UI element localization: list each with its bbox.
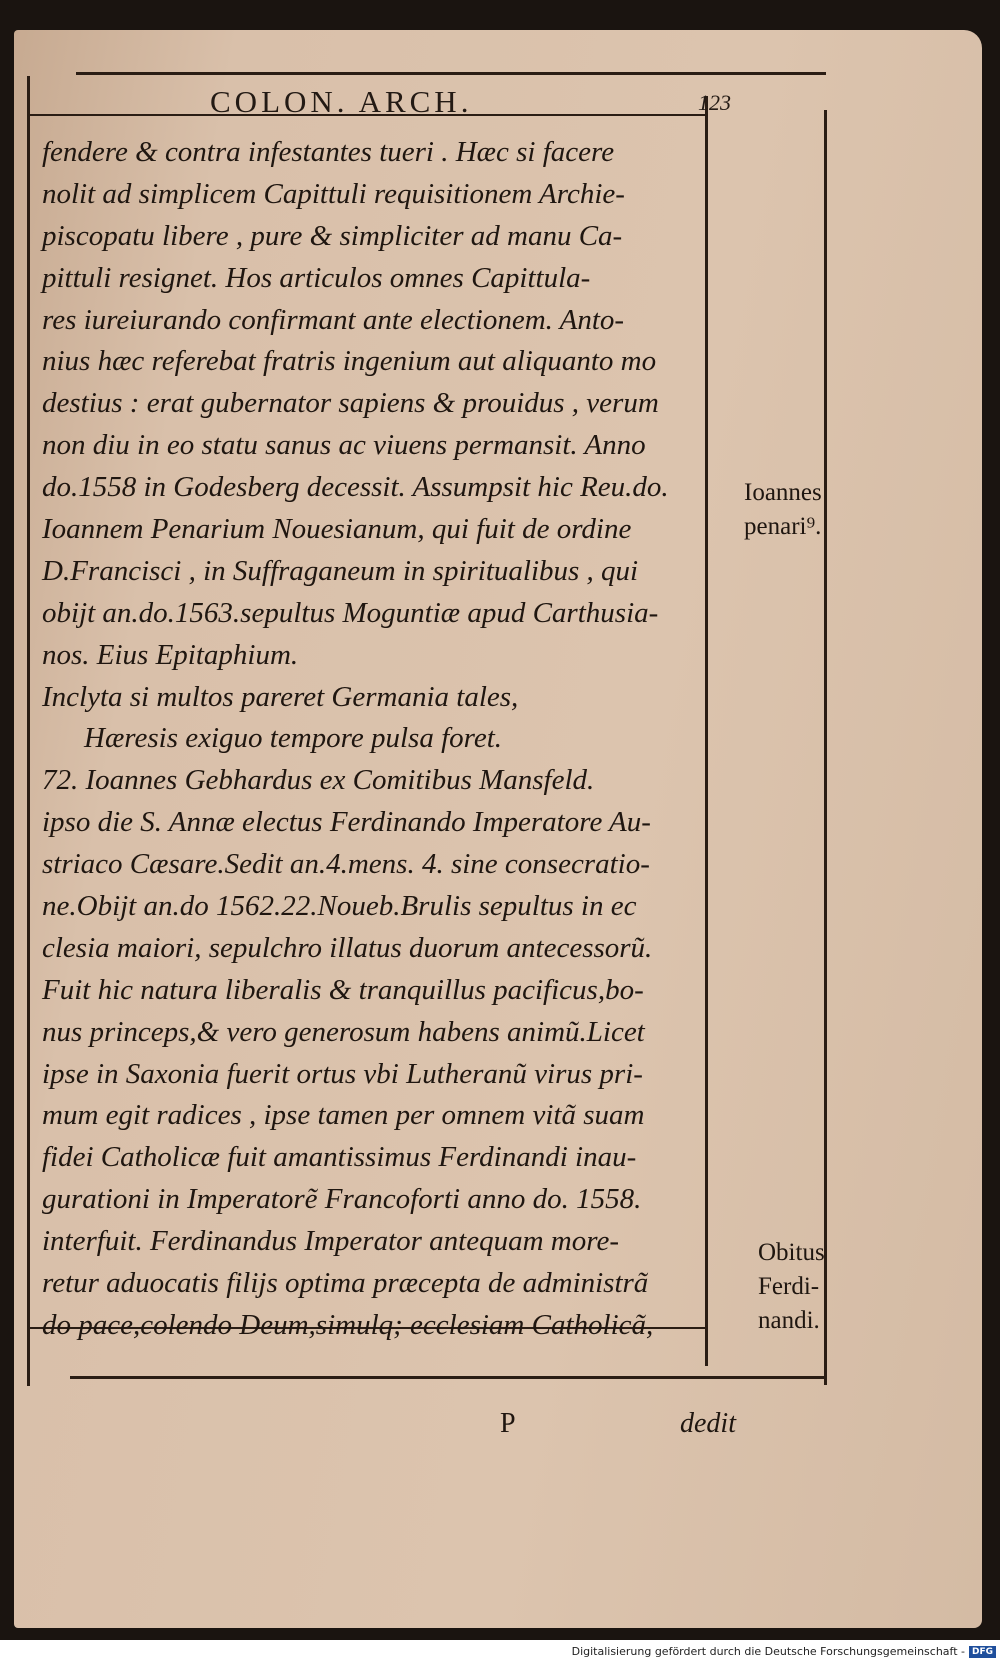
margin-note-obitus [758, 1236, 825, 1338]
text-line: nos. Eius Epitaphium. [42, 638, 299, 671]
digitization-credit [572, 1645, 996, 1658]
text-line: clesia maiori, sepulchro illatus duorum antecessorũ. [42, 931, 653, 964]
text-line: striaco Cæsare.Sedit an.4.mens. 4. sine consecratio- [42, 848, 650, 881]
text-line: fendere & contra infestantes tueri . Hæc si facere [42, 136, 615, 168]
catchword: dedit [680, 1408, 736, 1439]
margin-note-line: Ioannes [744, 479, 822, 506]
footer-rule-bottom [70, 1376, 826, 1379]
header-rule-top [76, 72, 826, 75]
epitaph-line: Hæresis exiguo tempore pulsa foret. [84, 722, 503, 755]
text-line: gurationi in Imperatorẽ Francoforti anno do. 1558. [42, 1183, 642, 1216]
text-line: Ioannem Penarium Nouesianum, qui fuit de ordine [42, 513, 632, 546]
text-line: do.1558 in Godesberg decessit. Assumpsit hic Reu.do. [42, 471, 669, 504]
margin-column-rule [824, 110, 827, 1385]
text-line: ipse in Saxonia fuerit ortus vbi Lutheranũ virus pri- [42, 1057, 643, 1090]
text-line: nius hæc referebat fratris ingenium aut aliquanto mo [42, 345, 657, 378]
text-line: piscopatu libere , pure & simpliciter ad manu Ca- [42, 219, 623, 252]
signature-mark: P [500, 1408, 516, 1439]
text-line: mum egit radices , ipse tamen per omnem vitã suam [42, 1099, 645, 1132]
text-line: pittuli resignet. Hos articulos omnes Capittula- [42, 261, 591, 294]
text-line: nolit ad simplicem Capittuli requisitionem Archie- [42, 177, 625, 210]
epitaph-line: Inclyta si multos pareret Germania tales, [42, 680, 519, 713]
text-line: destius : erat gubernator sapiens & prouidus , verum [42, 387, 659, 420]
text-line: do pace,colendo Deum,simulq; ecclesiam Catholicã, [42, 1308, 654, 1341]
entry-heading-line: 72. Ioannes Gebhardus ex Comitibus Mansfeld. [42, 764, 595, 797]
dfg-logo: DFG [969, 1646, 996, 1658]
margin-note-line: penari⁹. [744, 513, 822, 540]
text-line: nus princeps,& vero generosum habens animũ.Licet [42, 1015, 645, 1048]
text-line: ne.Obijt an.do 1562.22.Noueb.Brulis sepultus in ec [42, 890, 637, 923]
left-frame-rule [27, 76, 30, 1386]
text-line: interfuit. Ferdinandus Imperator antequam more- [42, 1225, 619, 1258]
text-line: retur aduocatis filijs optima præcepta de administrã [42, 1267, 649, 1300]
margin-note-penarius [744, 476, 822, 544]
text-line: res iureiurando confirmant ante electionem. Anto- [42, 303, 625, 336]
body-text [42, 132, 742, 1347]
margin-note-line: nandi. [758, 1307, 820, 1334]
margin-note-line: Ferdi- [758, 1273, 820, 1300]
text-line: D.Francisci , in Suffraganeum in spiritualibus , qui [42, 554, 639, 587]
text-line: non diu in eo statu sanus ac viuens permansit. Anno [42, 429, 646, 462]
text-line: Fuit hic natura liberalis & tranquillus pacificus,bo- [42, 973, 644, 1006]
page-number: 123 [698, 90, 731, 115]
margin-note-line: Obitus [758, 1239, 825, 1266]
text-line: obijt an.do.1563.sepultus Moguntiæ apud Carthusia- [42, 596, 659, 629]
credit-text: Digitalisierung gefördert durch die Deutsche Forschungsgemeinschaft - [571, 1645, 965, 1658]
text-line: ipso die S. Annæ electus Ferdinando Imperatore Au- [42, 806, 651, 839]
text-line: fidei Catholicæ fuit amantissimus Ferdinandi inau- [42, 1141, 637, 1174]
running-head: COLON. ARCH. [210, 84, 473, 119]
